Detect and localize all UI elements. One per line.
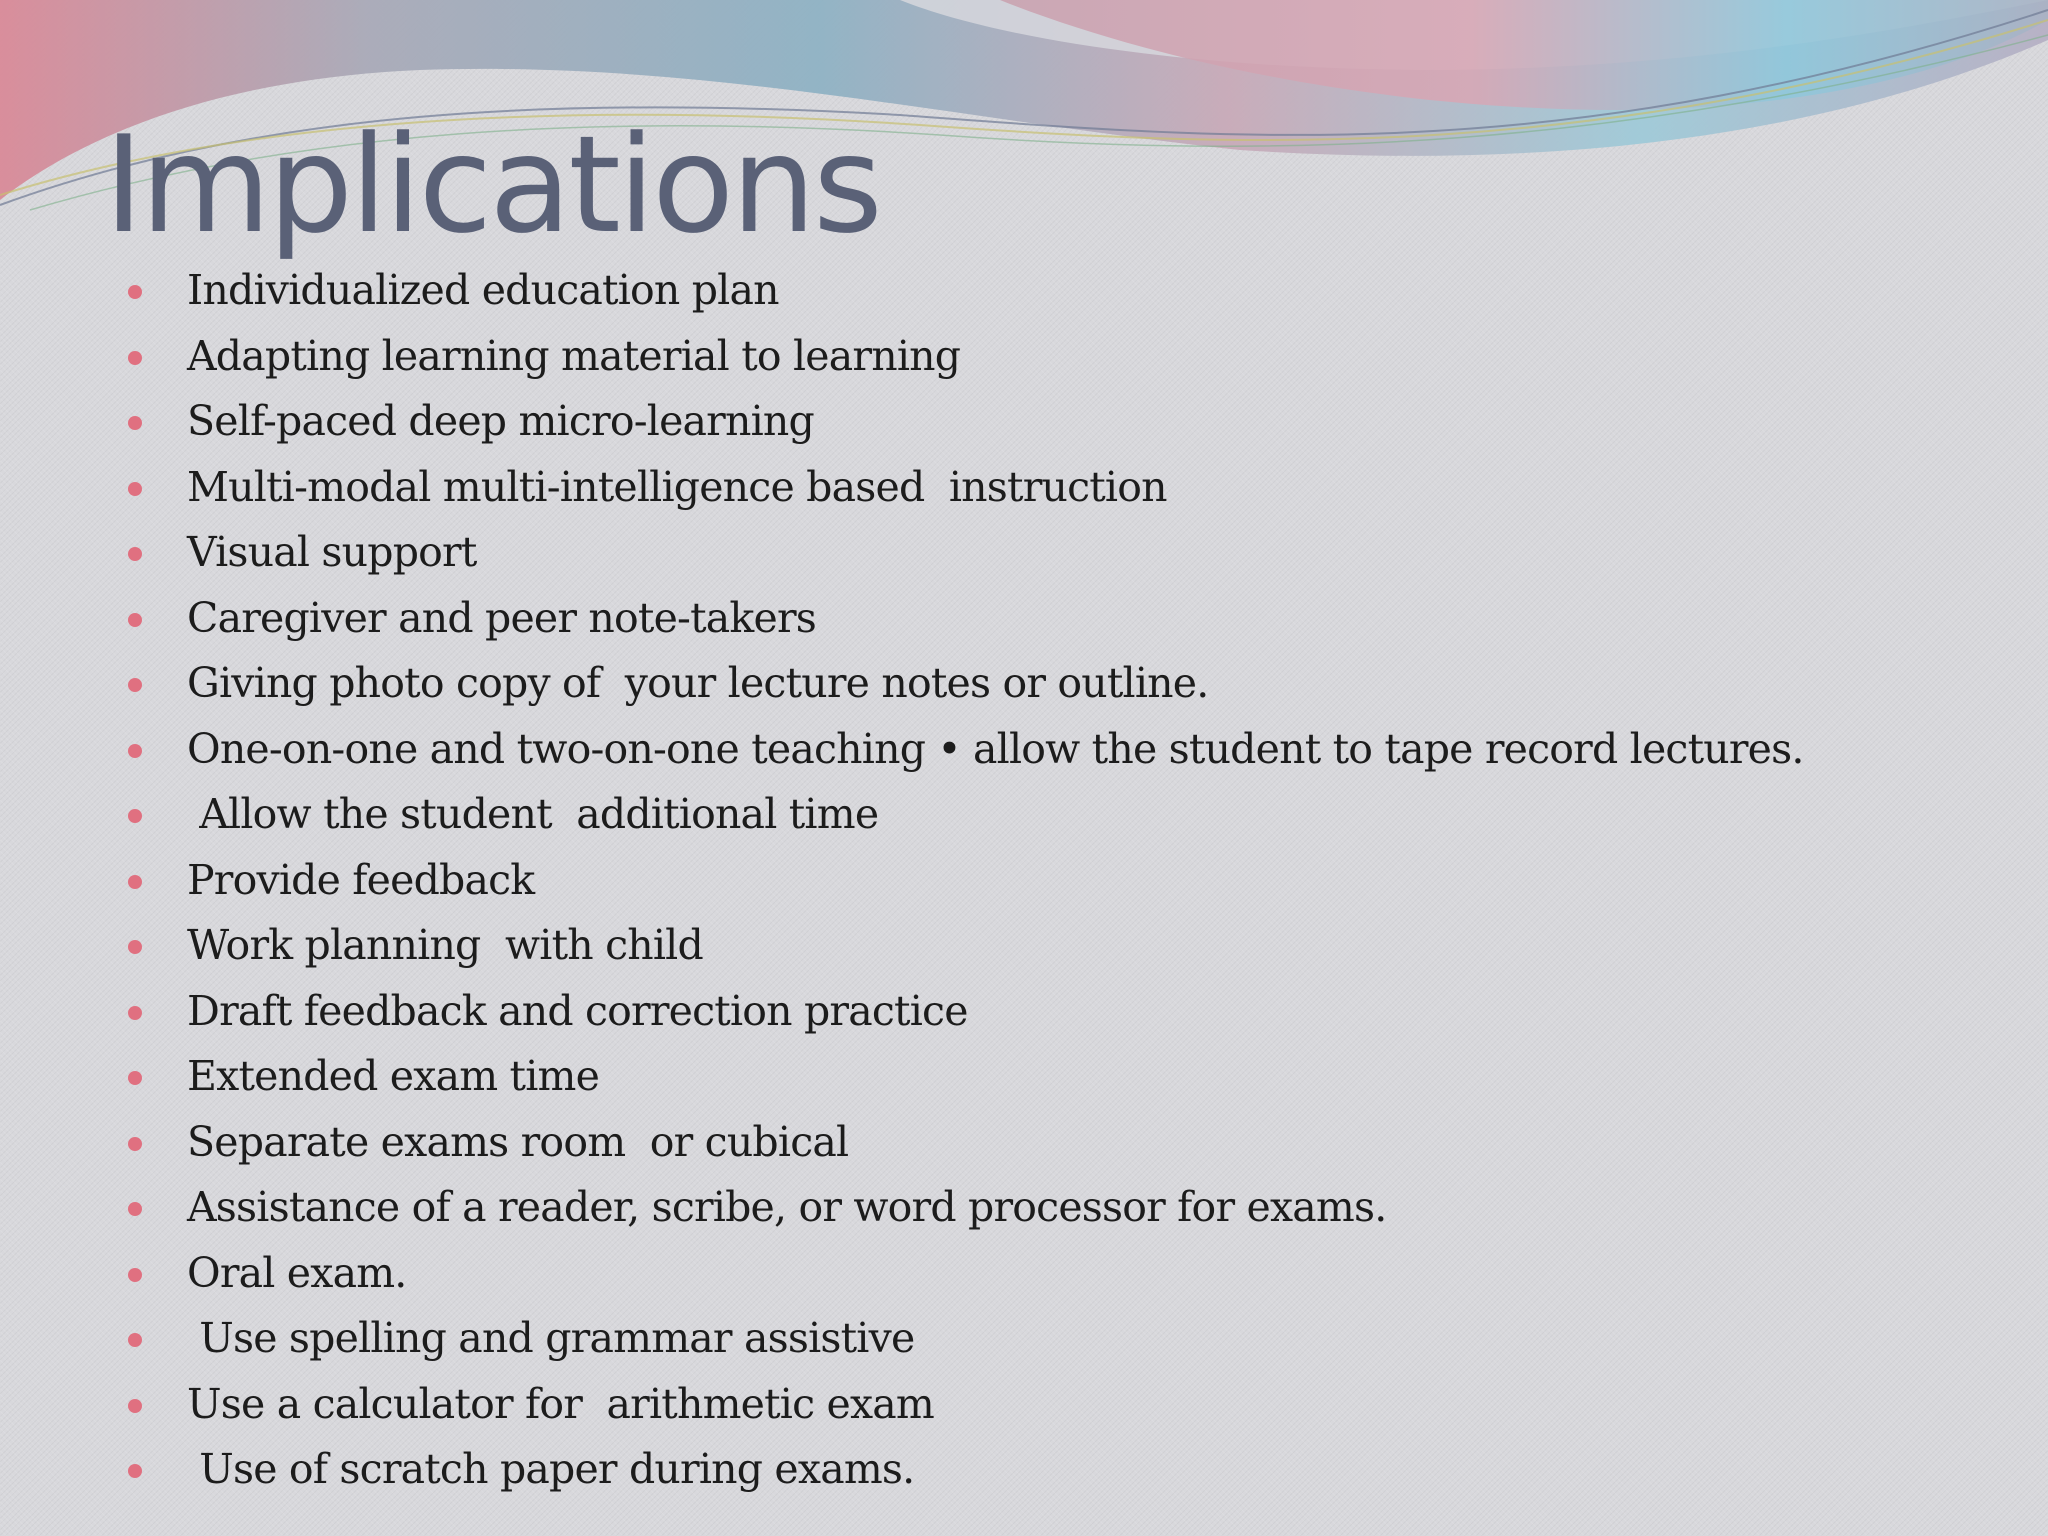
bullet-dot-icon xyxy=(128,1268,142,1282)
list-item-text: Provide feedback xyxy=(187,855,535,904)
list-item xyxy=(124,1437,1804,1503)
list-item-text: Individualized education plan xyxy=(187,266,779,314)
list-item xyxy=(124,848,1804,914)
list-item xyxy=(124,324,1804,390)
list-item xyxy=(124,1175,1804,1241)
list-item xyxy=(124,651,1804,717)
list-item xyxy=(124,1372,1804,1438)
bullet-dot-icon xyxy=(128,809,142,823)
bullet-dot-icon xyxy=(128,678,142,692)
bullet-dot-icon xyxy=(128,1464,142,1478)
list-item xyxy=(124,1306,1804,1372)
list-item-text: Separate exams room or cubical xyxy=(187,1117,849,1166)
bullet-dot-icon xyxy=(128,875,142,889)
slide-title: Implications xyxy=(104,107,880,263)
list-item xyxy=(124,389,1804,455)
bullet-dot-icon xyxy=(128,285,142,299)
list-item xyxy=(124,782,1804,848)
bullet-dot-icon xyxy=(128,1006,142,1020)
bullet-dot-icon xyxy=(128,482,142,496)
bullet-dot-icon xyxy=(128,613,142,627)
list-item xyxy=(124,520,1804,586)
bullet-dot-icon xyxy=(128,940,142,954)
bullet-dot-icon xyxy=(128,1333,142,1347)
list-item-text: Caregiver and peer note-takers xyxy=(187,593,816,642)
list-item-text: Draft feedback and correction practice xyxy=(187,986,968,1035)
list-item-text: Giving photo copy of your lecture notes or outline. xyxy=(187,659,1209,707)
list-item-text: Use of scratch paper during exams. xyxy=(187,1445,915,1493)
list-item xyxy=(124,1110,1804,1176)
bullet-dot-icon xyxy=(128,416,142,430)
bullet-dot-icon xyxy=(128,547,142,561)
list-item xyxy=(124,913,1804,979)
list-item-text: Extended exam time xyxy=(187,1052,600,1100)
list-item xyxy=(124,1044,1804,1110)
list-item-text: Visual support xyxy=(187,528,477,576)
list-item-text: Assistance of a reader, scribe, or word processor for exams. xyxy=(187,1183,1387,1231)
list-item-text: Use a calculator for arithmetic exam xyxy=(187,1379,934,1428)
list-item xyxy=(124,455,1804,521)
bullet-dot-icon xyxy=(128,351,142,365)
list-item-text: Use spelling and grammar assistive xyxy=(187,1314,915,1362)
list-item-text: Adapting learning material to learning xyxy=(187,331,961,380)
list-item xyxy=(124,258,1804,324)
bullet-list xyxy=(124,258,1804,1503)
bullet-dot-icon xyxy=(128,1399,142,1413)
list-item xyxy=(124,586,1804,652)
list-item xyxy=(124,979,1804,1045)
bullet-dot-icon xyxy=(128,1071,142,1085)
bullet-dot-icon xyxy=(128,1202,142,1216)
list-item-text: Allow the student additional time xyxy=(187,790,879,838)
list-item-text: Work planning with child xyxy=(187,921,703,969)
bullet-dot-icon xyxy=(128,1137,142,1151)
bullet-dot-icon xyxy=(128,744,142,758)
list-item-text: Oral exam. xyxy=(187,1248,407,1297)
list-item xyxy=(124,717,1804,783)
list-item xyxy=(124,1241,1804,1307)
list-item-text: Multi-modal multi-intelligence based instruction xyxy=(187,462,1167,511)
list-item-text: One-on-one and two-on-one teaching • allow the student to tape record lectures. xyxy=(187,724,1804,773)
list-item-text: Self-paced deep micro-learning xyxy=(187,397,814,445)
